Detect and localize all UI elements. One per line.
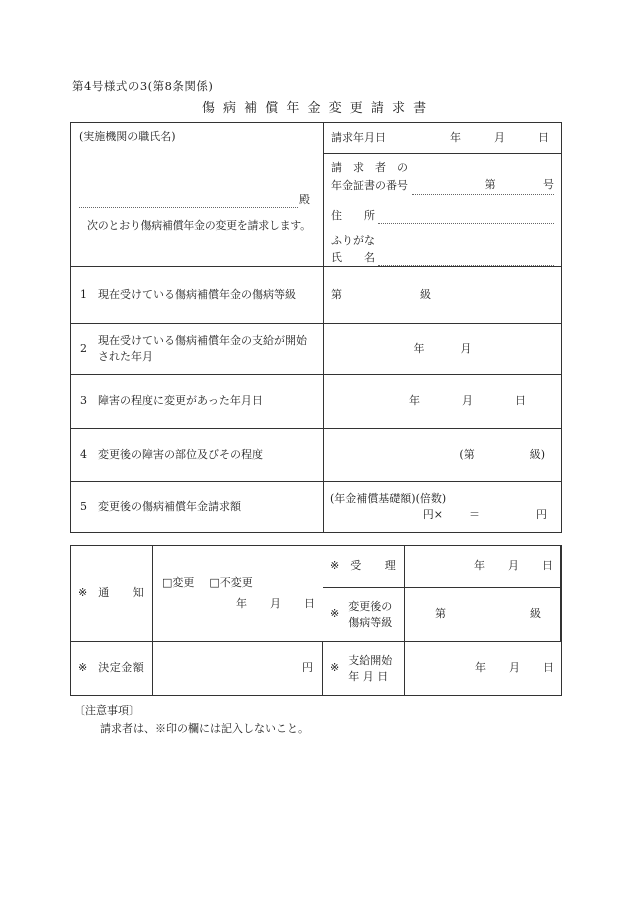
office-mark: ※ xyxy=(78,586,88,600)
day-label: 日 xyxy=(538,130,549,144)
day-label: 日 xyxy=(542,559,553,573)
item-value-cell xyxy=(324,429,561,481)
dotted-underline xyxy=(378,256,554,266)
pension-cert-underline xyxy=(412,177,554,195)
cert-no-prefix: 第 xyxy=(484,178,496,191)
accept-label-cell xyxy=(323,546,405,588)
notice-checkboxes xyxy=(153,575,323,592)
item-label-cell xyxy=(71,482,324,532)
item-label-cell xyxy=(71,429,324,481)
office-mark: ※ xyxy=(78,661,88,675)
item-row-2 xyxy=(71,323,561,374)
decided-amount-label-cell xyxy=(71,642,153,695)
name-label: 氏 名 xyxy=(331,250,375,264)
request-statement: 次のとおり傷病補償年金の変更を請求します。 xyxy=(87,219,311,232)
notes-section xyxy=(74,703,309,737)
header-row xyxy=(71,123,561,266)
equals-sign: ＝ xyxy=(469,508,480,521)
dotted-underline xyxy=(378,214,554,224)
item-label-cell xyxy=(71,324,324,374)
accept-label: 受 理 xyxy=(350,559,397,573)
payment-start-date-cell xyxy=(405,642,561,695)
notes-title: 〔注意事項〕 xyxy=(74,704,140,717)
item-label: 障害の程度に変更があった年月日 xyxy=(98,394,263,408)
item-label-cell xyxy=(71,267,324,323)
yen-label: 円 xyxy=(302,661,313,675)
new-grade-value-cell xyxy=(405,588,561,642)
item-number: 5 xyxy=(80,499,87,513)
request-date-row xyxy=(324,123,561,154)
office-use-table xyxy=(70,545,562,696)
new-grade-label: 変更後の 傷病等級 xyxy=(348,599,393,629)
calculation-line xyxy=(324,507,561,524)
address-label: 住 所 xyxy=(331,208,375,222)
year-label: 年 xyxy=(450,130,461,144)
year-label: 年 xyxy=(413,341,425,355)
decided-amount-value-cell xyxy=(153,642,323,695)
form-title: 傷 病 補 償 年 金 変 更 請 求 書 xyxy=(201,101,429,116)
claimant-block xyxy=(324,154,561,267)
item-number: 4 xyxy=(80,447,87,461)
item-number: 2 xyxy=(80,341,87,355)
agency-label: (実施機関の職氏名) xyxy=(79,130,176,143)
year-label: 年 xyxy=(474,559,485,573)
month-label: 月 xyxy=(270,597,281,610)
form-number: 第4号様式の3(第8条関係) xyxy=(72,79,214,93)
item-label-cell xyxy=(71,375,324,428)
dono-label: 殿 xyxy=(299,192,310,206)
day-label: 日 xyxy=(515,394,526,408)
change-checkbox: □変更 xyxy=(162,575,195,589)
month-label: 月 xyxy=(509,661,520,675)
addressee-cell xyxy=(71,123,324,266)
item-value-cell xyxy=(324,267,561,323)
addressee-line xyxy=(71,192,323,209)
yen-times-label: 円× xyxy=(422,508,443,521)
grade-paren: (第 級) xyxy=(459,447,545,461)
item-label: 変更後の障害の部位及びその程度 xyxy=(98,447,263,461)
yen-label: 円 xyxy=(536,508,547,521)
month-label: 月 xyxy=(462,394,473,408)
item-value-cell xyxy=(324,324,561,374)
month-label: 月 xyxy=(494,130,505,144)
pension-cert-line xyxy=(331,177,554,195)
payment-start-label: 支給開始 年 月 日 xyxy=(348,653,393,683)
request-date-ymd xyxy=(450,130,555,147)
item-row-5 xyxy=(71,481,561,532)
grade-suffix: 級 xyxy=(420,287,431,301)
day-label: 日 xyxy=(304,597,315,610)
item-number: 3 xyxy=(80,394,87,408)
office-mark: ※ xyxy=(330,607,340,621)
office-mark: ※ xyxy=(330,559,340,573)
base-amount-label: (年金補償基礎額)(倍数) xyxy=(330,491,447,505)
main-table xyxy=(70,122,562,533)
name-line xyxy=(331,250,554,267)
payment-start-label-cell xyxy=(323,642,405,695)
item-value-cell xyxy=(324,375,561,428)
accept-date-cell xyxy=(405,546,561,588)
notice-label: 通 知 xyxy=(98,586,145,600)
pension-cert-label: 年金証書の番号 xyxy=(331,179,408,192)
address-line xyxy=(331,208,554,225)
item-label: 現在受けている傷病補償年金の支給が開始された年月 xyxy=(98,333,307,363)
decided-amount-label: 決定金額 xyxy=(98,661,145,675)
no-change-checkbox: □不変更 xyxy=(209,575,253,589)
year-label: 年 xyxy=(236,597,247,610)
day-label: 日 xyxy=(543,661,554,675)
notice-date xyxy=(153,596,323,613)
grade-suffix: 級 xyxy=(530,607,541,621)
cert-no-suffix: 号 xyxy=(543,178,554,191)
notes-body: 請求者は、※印の欄には記入しないこと。 xyxy=(100,721,309,735)
furigana-label: ふりがな xyxy=(331,234,375,247)
item-row-4 xyxy=(71,428,561,481)
year-label: 年 xyxy=(409,394,420,408)
month-label: 月 xyxy=(460,341,472,355)
new-grade-label-cell xyxy=(323,588,405,642)
item-label: 変更後の傷病補償年金請求額 xyxy=(98,499,241,513)
grade-prefix: 第 xyxy=(331,287,342,301)
request-date-label: 請求年月日 xyxy=(331,130,386,144)
item-value-cell xyxy=(324,482,561,532)
office-mark: ※ xyxy=(330,661,340,675)
item-label: 現在受けている傷病補償年金の傷病等級 xyxy=(98,287,296,301)
notice-label-cell xyxy=(71,546,153,642)
notice-value-cell xyxy=(153,546,323,642)
claimant-cell xyxy=(324,123,561,266)
item-row-3 xyxy=(71,374,561,428)
year-label: 年 xyxy=(475,661,486,675)
dotted-underline xyxy=(79,198,298,208)
item-row-1 xyxy=(71,266,561,323)
grade-prefix: 第 xyxy=(435,607,446,621)
month-label: 月 xyxy=(508,559,519,573)
item-number: 1 xyxy=(80,287,87,301)
claimant-title: 請 求 者 の xyxy=(331,160,408,174)
